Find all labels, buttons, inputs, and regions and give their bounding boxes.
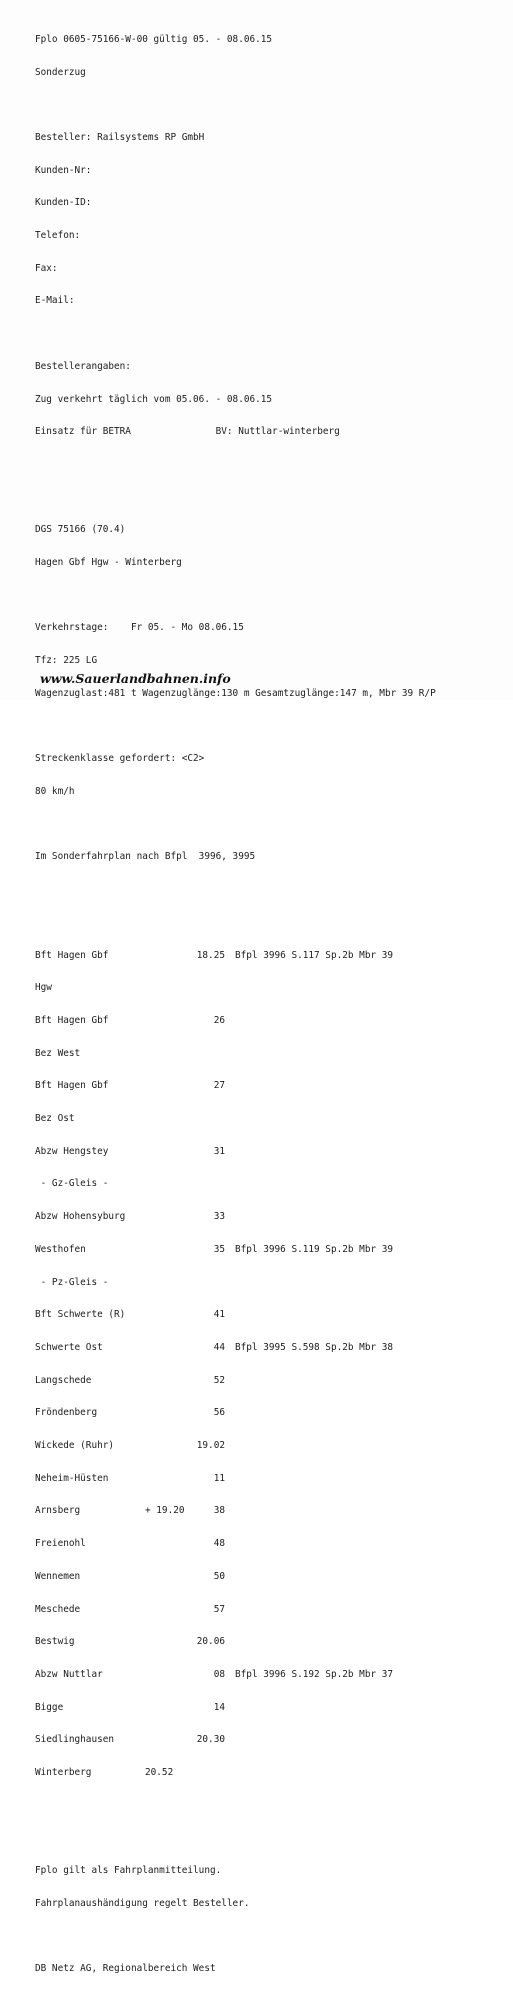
station-time: 50 (213, 1570, 225, 1582)
station-time: 33 (213, 1211, 225, 1223)
station-name: Bft Schwerte (R) (35, 1309, 126, 1321)
train-load-line: Wagenzuglast:481 t Wagenzuglänge:130 m Gesamtzuglänge:147 m, Mbr 39 R/P (35, 687, 436, 699)
fax-line: Fax: (35, 262, 58, 274)
station-time: 57 (213, 1603, 225, 1615)
timetable-row (35, 1637, 505, 1648)
station-time: 26 (213, 1014, 225, 1026)
station-name: Bigge (35, 1701, 64, 1713)
timetable-row (35, 1376, 505, 1387)
timetable-row (35, 1474, 505, 1485)
station-name: Wennemen (35, 1570, 81, 1582)
telefon-line: Telefon: (35, 230, 81, 242)
station-name: Winterberg (35, 1767, 92, 1779)
station-time: 19.02 (196, 1440, 225, 1452)
einsatz-line: Einsatz für BETRA BV: Nuttlar-winterberg (35, 426, 340, 438)
closing-line-2: Fahrplanaushändigung regelt Besteller. (35, 1897, 250, 1909)
timetable-row (35, 1539, 505, 1550)
timetable-row (35, 1605, 505, 1616)
station-extra: + 19.20 (145, 1505, 185, 1517)
signature-line: DB Netz AG, Regionalbereich West (35, 1963, 216, 1975)
station-name: - Gz-Gleis - (35, 1178, 109, 1190)
timetable-row (35, 1506, 505, 1517)
timetable-row (35, 1114, 505, 1125)
timetable-row (35, 1049, 505, 1060)
station-name: Arnsberg (35, 1505, 81, 1517)
train-number: DGS 75166 (70.4) (35, 524, 126, 536)
timetable-row (35, 1310, 505, 1321)
station-name: Bestwig (35, 1636, 75, 1648)
station-name: Hgw (35, 982, 52, 994)
speed-line: 80 km/h (35, 785, 75, 797)
station-name: Langschede (35, 1374, 92, 1386)
station-name: Meschede (35, 1603, 81, 1615)
station-name: Bez Ost (35, 1113, 75, 1125)
timetable-row (35, 1735, 505, 1746)
station-name: Bft Hagen Gbf (35, 1080, 109, 1092)
station-name: Bft Hagen Gbf (35, 949, 109, 961)
station-name: Neheim-Hüsten (35, 1472, 109, 1484)
station-name: Wickede (Ruhr) (35, 1440, 115, 1452)
station-name: Bez West (35, 1047, 81, 1059)
station-time: 31 (213, 1145, 225, 1157)
station-name: Abzw Hohensyburg (35, 1211, 126, 1223)
sonderfahrplan-line: Im Sonderfahrplan nach Bfpl 3996, 3995 (35, 851, 256, 863)
timetable-row (35, 1245, 505, 1256)
timetable-row (35, 1278, 505, 1289)
streckenklasse-line: Streckenklasse gefordert: <C2> (35, 753, 205, 765)
station-name: Abzw Nuttlar (35, 1668, 103, 1680)
timetable-row (35, 1670, 505, 1681)
station-time: 18.25 (196, 949, 225, 961)
station-time: 11 (213, 1472, 225, 1484)
timetable-row (35, 1081, 505, 1092)
closing-line-1: Fplo gilt als Fahrplanmitteilung. (35, 1865, 222, 1877)
schedule-validity-line: Zug verkehrt täglich vom 05.06. - 08.06.15 (35, 393, 273, 405)
station-name: Abzw Hengstey (35, 1145, 109, 1157)
station-time: 08 (213, 1668, 225, 1680)
station-time: 44 (213, 1341, 225, 1353)
timetable-row (35, 983, 505, 994)
timetable-row (35, 1768, 505, 1779)
station-time: 56 (213, 1407, 225, 1419)
kunden-id-line: Kunden-ID: (35, 197, 92, 209)
station-note: Bfpl 3996 S.119 Sp.2b Mbr 39 (235, 1243, 394, 1255)
station-note: Bfpl 3996 S.192 Sp.2b Mbr 37 (235, 1668, 394, 1680)
station-name: Bft Hagen Gbf (35, 1014, 109, 1026)
fplo-number-line: Fplo 0605-75166-W-00 gültig 05. - 08.06.15 (35, 33, 273, 45)
station-time: 14 (213, 1701, 225, 1713)
bestellerangaben-heading: Bestellerangaben: (35, 360, 131, 372)
timetable-row (35, 1343, 505, 1354)
station-time: 20.06 (196, 1636, 225, 1648)
tfz-line: Tfz: 225 LG (35, 655, 98, 667)
station-time: 20.30 (196, 1734, 225, 1746)
station-name: Fröndenberg (35, 1407, 98, 1419)
website-link[interactable]: www.Sauerlandbahnen.info (40, 671, 231, 686)
verkehrstage-line: Verkehrstage: Fr 05. - Mo 08.06.15 (35, 622, 244, 634)
station-time: 38 (213, 1505, 225, 1517)
timetable-row (35, 1016, 505, 1027)
timetable-row (35, 1572, 505, 1583)
fplo-document (35, 13, 505, 1997)
timetable-row (35, 1179, 505, 1190)
timetable-row (35, 1703, 505, 1714)
station-time: 48 (213, 1538, 225, 1550)
train-type: Sonderzug (35, 66, 86, 78)
timetable-row (35, 1147, 505, 1158)
train-route: Hagen Gbf Hgw - Winterberg (35, 557, 182, 569)
station-time: 27 (213, 1080, 225, 1092)
station-note: Bfpl 3995 S.598 Sp.2b Mbr 38 (235, 1341, 394, 1353)
station-name: - Pz-Gleis - (35, 1276, 109, 1288)
kunden-nr-line: Kunden-Nr: (35, 164, 92, 176)
station-note: Bfpl 3996 S.117 Sp.2b Mbr 39 (235, 949, 394, 961)
station-name: Schwerte Ost (35, 1341, 103, 1353)
station-time: 52 (213, 1374, 225, 1386)
timetable-row (35, 1408, 505, 1419)
station-name: Freienohl (35, 1538, 86, 1550)
station-time: 41 (213, 1309, 225, 1321)
email-line: E-Mail: (35, 295, 75, 307)
station-extra: 20.52 (145, 1767, 174, 1779)
besteller-line: Besteller: Railsystems RP GmbH (35, 131, 205, 143)
station-time: 35 (213, 1243, 225, 1255)
station-name: Westhofen (35, 1243, 86, 1255)
station-name: Siedlinghausen (35, 1734, 115, 1746)
timetable-row (35, 1441, 505, 1452)
timetable-row (35, 951, 505, 962)
timetable (35, 929, 505, 1801)
timetable-row (35, 1212, 505, 1223)
